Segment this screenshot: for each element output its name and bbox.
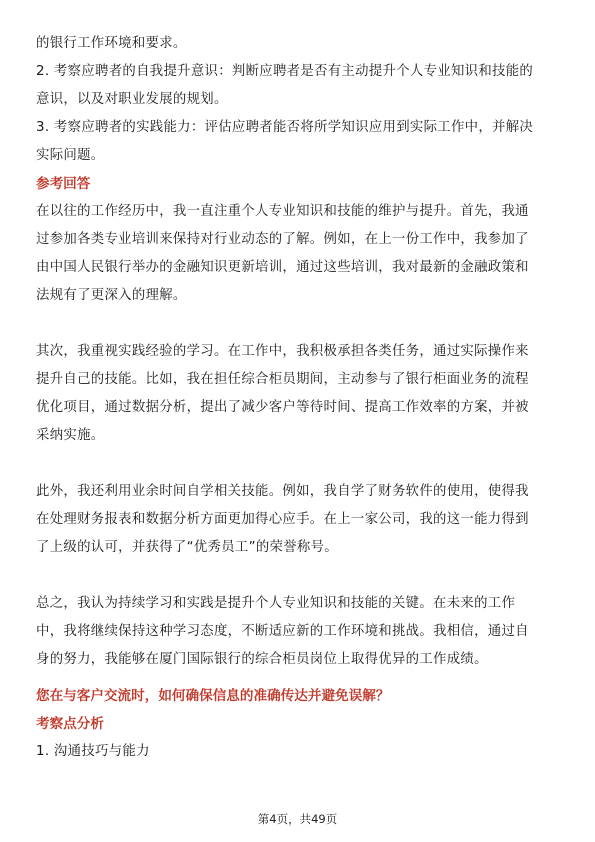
intro-line: 意识，以及对职业发展的规划。 — [36, 92, 228, 107]
answer-line: 法规有了更深入的理解。 — [36, 288, 187, 303]
answer-line: 了上级的认可，并获得了“优秀员工”的荣誉称号。 — [36, 540, 338, 555]
intro-line: 的银行工作环境和要求。 — [36, 36, 187, 51]
answer-line: 总之，我认为持续学习和实践是提升个人专业知识和技能的关键。在未来的工作 — [36, 596, 516, 611]
answer-line: 由中国人民银行举办的金融知识更新培训，通过这些培训，我对最新的金融政策和 — [36, 260, 529, 275]
answer-line: 采纳实施。 — [36, 428, 105, 443]
page-content — [36, 30, 559, 766]
answer-line: 在处理财务报表和数据分析方面更加得心应手。在上一家公司，我的这一能力得到 — [36, 512, 529, 527]
answer-line: 中，我将继续保持这种学习态度，不断适应新的工作环境和挑战。我相信，通过自 — [36, 624, 529, 639]
answer-line: 过参加各类专业培训来保持对行业动态的了解。例如，在上一份工作中，我参加了 — [36, 232, 529, 247]
answer-line: 此外，我还利用业余时间自学相关技能。例如，我自学了财务软件的使用，使得我 — [36, 484, 529, 499]
intro-line: 2. 考察应聘者的自我提升意识：判断应聘者是否有主动提升个人专业知识和技能的 — [36, 64, 534, 79]
answer-line: 提升自己的技能。比如，我在担任综合柜员期间，主动参与了银行柜面业务的流程 — [36, 372, 529, 387]
answer-heading: 参考回答 — [36, 176, 91, 192]
paragraph-gap — [36, 562, 559, 590]
answer-line: 优化项目，通过数据分析，提出了减少客户等待时间、提高工作效率的方案，并被 — [36, 400, 529, 415]
intro-line: 3. 考察应聘者的实践能力：评估应聘者能否将所学知识应用到实际工作中，并解决 — [36, 120, 534, 135]
analysis-item: 1. 沟通技巧与能力 — [36, 744, 150, 759]
answer-line: 其次，我重视实践经验的学习。在工作中，我积极承担各类任务，通过实际操作来 — [36, 344, 529, 359]
analysis-heading: 考察点分析 — [36, 716, 104, 732]
paragraph-gap — [36, 450, 559, 478]
question-heading: 您在与客户交流时，如何确保信息的准确传达并避免误解？ — [36, 688, 390, 704]
intro-line: 实际问题。 — [36, 148, 105, 163]
page-footer: 第4页，共49页 — [257, 812, 338, 826]
answer-line: 在以往的工作经历中，我一直注重个人专业知识和技能的维护与提升。首先，我通 — [36, 204, 529, 219]
paragraph-gap — [36, 310, 559, 338]
answer-line: 身的努力，我能够在厦门国际银行的综合柜员岗位上取得优异的工作成绩。 — [36, 652, 488, 667]
